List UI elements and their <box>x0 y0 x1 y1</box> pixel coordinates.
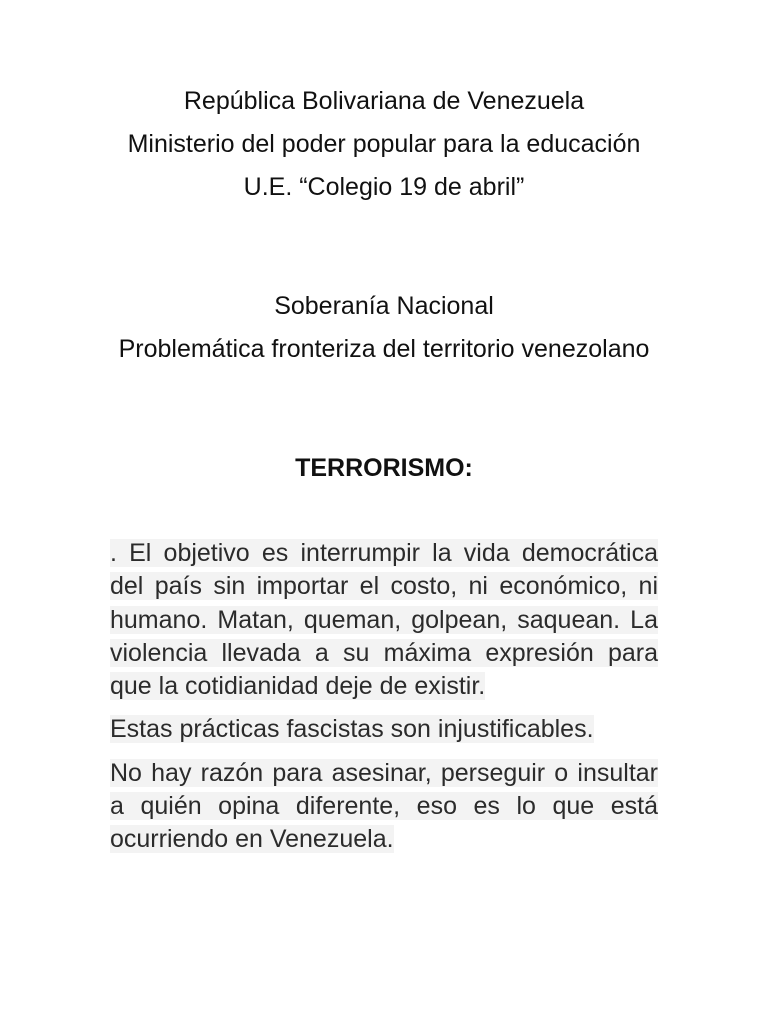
paragraph-text: No hay razón para asesinar, perseguir o insultar a quién opina diferente, eso es lo que está ocurriendo en Venezuela. <box>110 758 658 854</box>
paragraph-text: . El objetivo es interrumpir la vida democrática del país sin importar el costo, ni económico, ni humano. Matan, queman, golpean, saquean. La violencia llevada a su máxima expresión para que la cotidianidad deje de existir. <box>110 539 658 701</box>
subject-title: Soberanía Nacional <box>274 292 494 320</box>
document-subject <box>110 290 658 376</box>
header-school: U.E. “Colegio 19 de abril” <box>243 173 525 201</box>
document-header <box>110 85 658 214</box>
body-paragraph <box>110 537 658 703</box>
header-country: República Bolivariana de Venezuela <box>183 87 585 115</box>
section-title: TERRORISMO: <box>295 454 473 482</box>
body-paragraph <box>110 713 658 746</box>
body-paragraph <box>110 757 658 857</box>
body-text <box>110 537 658 867</box>
header-ministry: Ministerio del poder popular para la educación <box>127 130 641 158</box>
paragraph-text: Estas prácticas fascistas son injustificables. <box>110 715 594 744</box>
subject-topic: Problemática fronteriza del territorio venezolano <box>118 335 650 363</box>
